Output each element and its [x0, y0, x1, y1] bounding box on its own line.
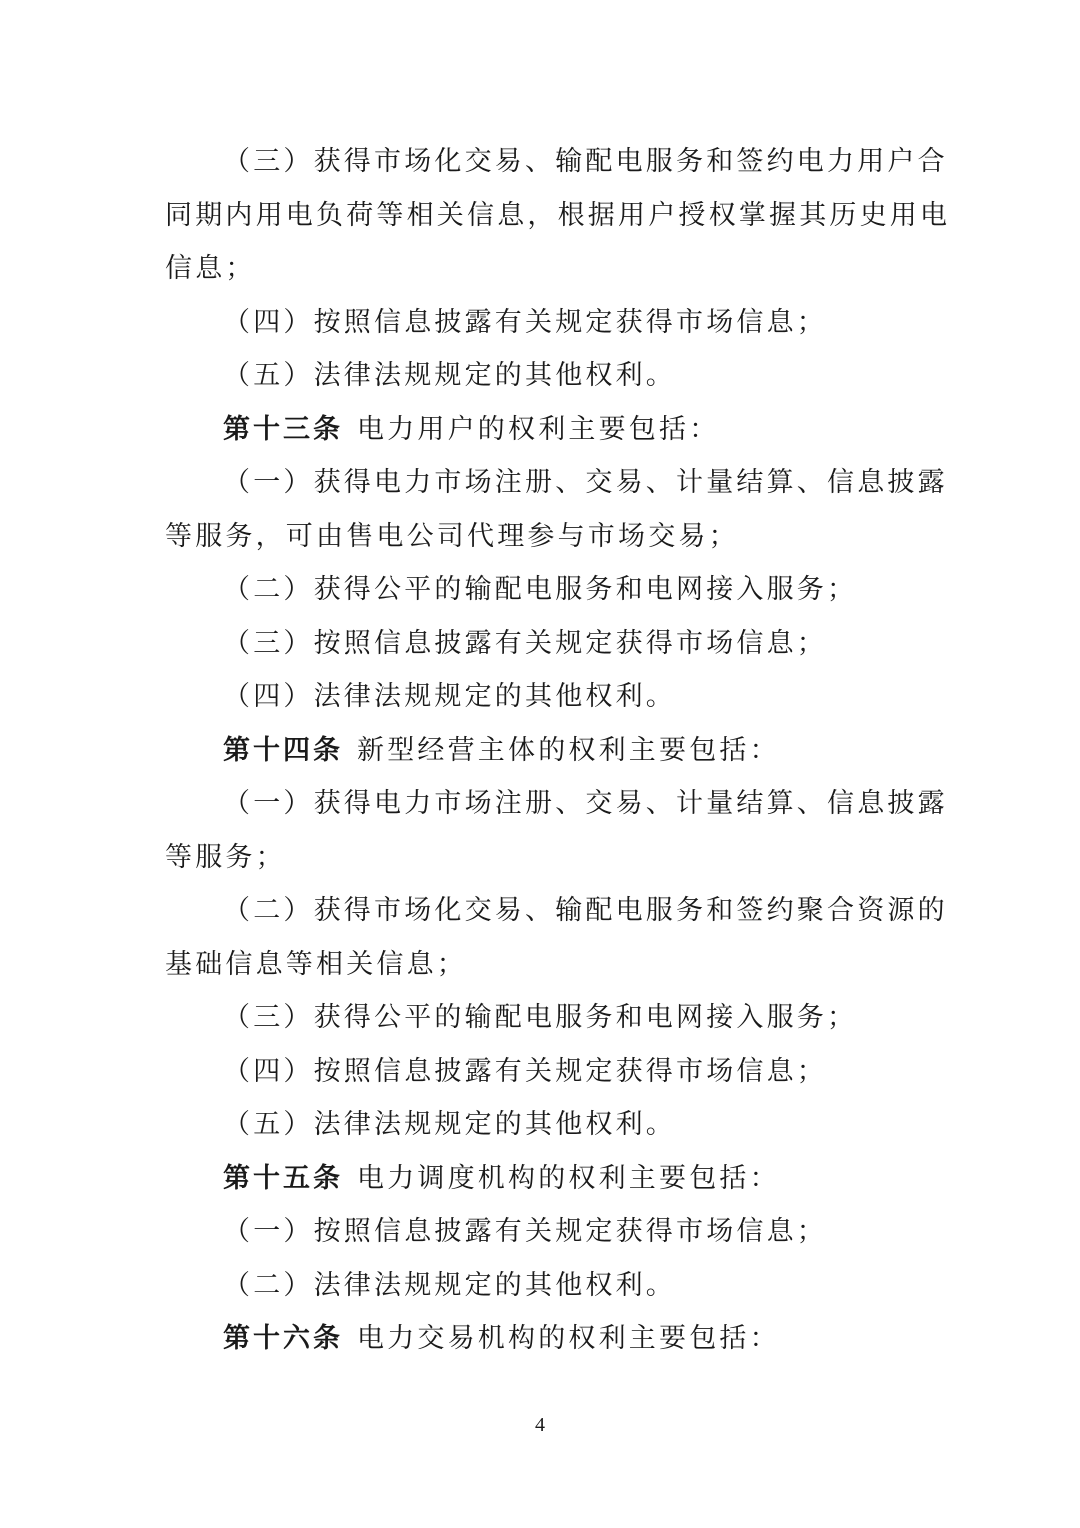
article-number: 第十三条 [223, 413, 343, 445]
list-item-line: （三）按照信息披露有关规定获得市场信息； [223, 627, 827, 659]
list-item-continuation: 等服务，可由售电公司代理参与市场交易； [165, 520, 739, 552]
list-item-line: （一）获得电力市场注册、交易、计量结算、信息披露 [223, 467, 948, 498]
list-item-line: （三）获得公平的输配电服务和电网接入服务； [223, 1002, 858, 1033]
article-text: 电力交易机构的权利主要包括： [357, 1323, 780, 1354]
article-text: 电力用户的权利主要包括： [357, 413, 720, 445]
list-item-line: （一）按照信息披露有关规定获得市场信息； [223, 1216, 827, 1247]
document-body [165, 135, 951, 1366]
list-item-line: （一）获得电力市场注册、交易、计量结算、信息披露 [223, 788, 948, 819]
list-item-continuation: 同期内用电负荷等相关信息，根据用户授权掌握其历史用电 [165, 199, 951, 231]
list-item-line: （四）法律法规规定的其他权利。 [223, 681, 676, 712]
article-text: 电力调度机构的权利主要包括： [357, 1162, 780, 1194]
article-number: 第十四条 [223, 734, 343, 766]
page-number: 4 [535, 1414, 545, 1436]
list-item-line: （四）按照信息披露有关规定获得市场信息； [223, 1055, 827, 1087]
list-item-line: （五）法律法规规定的其他权利。 [223, 360, 676, 391]
list-item-line: （二）获得公平的输配电服务和电网接入服务； [223, 574, 858, 605]
list-item-line: （四）按照信息披露有关规定获得市场信息； [223, 306, 827, 338]
article-heading [165, 724, 925, 778]
list-item-line: （二）法律法规规定的其他权利。 [223, 1269, 676, 1301]
list-item-line: （五）法律法规规定的其他权利。 [223, 1109, 676, 1140]
list-item-continuation: 基础信息等相关信息； [165, 948, 467, 980]
article-heading [165, 403, 925, 457]
list-item-continuation: 信息； [165, 253, 256, 284]
article-text: 新型经营主体的权利主要包括： [357, 734, 780, 766]
article-heading [165, 1152, 925, 1206]
list-item-line: （二）获得市场化交易、输配电服务和签约聚合资源的 [223, 895, 948, 926]
article-heading [165, 1312, 925, 1366]
list-item-line: （三）获得市场化交易、输配电服务和签约电力用户合 [223, 146, 948, 177]
article-number: 第十五条 [223, 1162, 343, 1194]
list-item-continuation: 等服务； [165, 841, 286, 873]
article-number: 第十六条 [223, 1323, 343, 1354]
